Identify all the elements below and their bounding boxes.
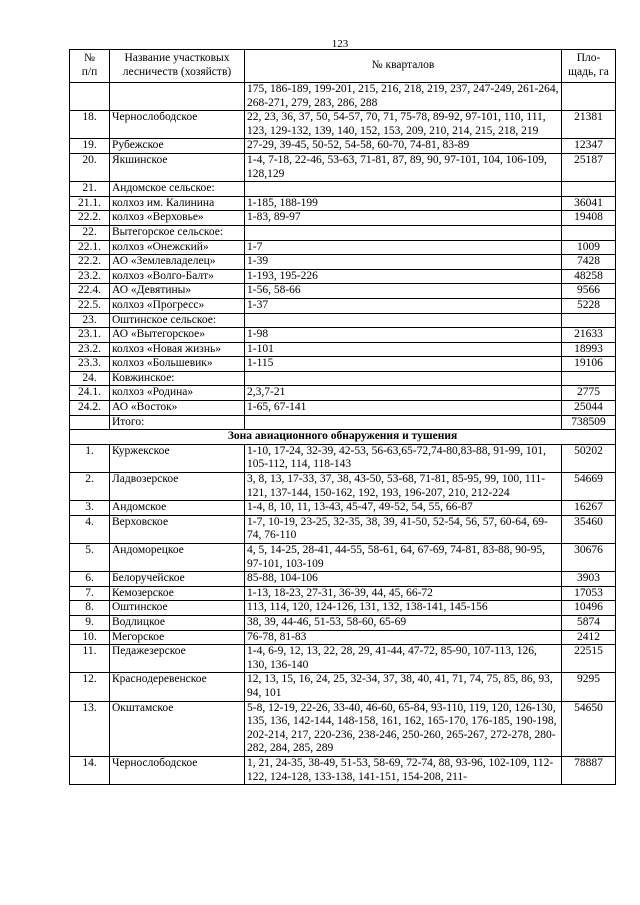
zone-title-row [70, 430, 616, 445]
district-name: колхоз им. Калинина [110, 196, 245, 211]
area-value: 50202 [562, 444, 616, 472]
quarter-list [245, 225, 562, 240]
table-row [70, 328, 616, 343]
area-value: 36041 [562, 196, 616, 211]
header-num: № п/п [70, 50, 110, 83]
table-row [70, 601, 616, 616]
area-value: 19106 [562, 357, 616, 372]
area-value: 30676 [562, 544, 616, 572]
area-value [562, 182, 616, 197]
row-number: 24. [70, 371, 110, 386]
quarter-list: 3, 8, 13, 17-33, 37, 38, 43-50, 53-68, 71-81, 85-95, 99, 100, 111-121, 137-144, 150-162, 192, 193, 196-207, 210, 212-224 [245, 473, 562, 501]
quarter-list: 1-98 [245, 328, 562, 343]
area-value: 2775 [562, 386, 616, 401]
row-number: 1. [70, 444, 110, 472]
header-name: Название участковых лесничеств (хозяйств) [110, 50, 245, 83]
forestry-table [69, 49, 616, 785]
quarter-list: 175, 186-189, 199-201, 215, 216, 218, 219, 237, 247-249, 261-264, 268-271, 279, 283, 286, 288 [245, 83, 562, 111]
table-row [70, 501, 616, 516]
zone-title: Зона авиационного обнаружения и тушения [70, 430, 616, 445]
area-value: 78887 [562, 756, 616, 784]
district-name: Куржекское [110, 444, 245, 472]
quarter-list: 1-83, 89-97 [245, 211, 562, 226]
district-name: колхоз «Верховье» [110, 211, 245, 226]
table-row [70, 111, 616, 139]
row-number: 2. [70, 473, 110, 501]
table-row [70, 83, 616, 111]
area-value: 12347 [562, 139, 616, 154]
area-value [562, 313, 616, 328]
row-number: 6. [70, 572, 110, 587]
area-value: 22515 [562, 645, 616, 673]
row-number: 24.1. [70, 386, 110, 401]
total-quarters [245, 415, 562, 430]
row-number: 23.1. [70, 328, 110, 343]
table-row [70, 342, 616, 357]
table-row [70, 284, 616, 299]
district-name: Кемозерское [110, 586, 245, 601]
row-number [70, 83, 110, 111]
area-value: 17053 [562, 586, 616, 601]
table-row [70, 298, 616, 313]
total-area: 738509 [562, 415, 616, 430]
district-name: Водлицкое [110, 615, 245, 630]
quarter-list: 1-4, 6-9, 12, 13, 22, 28, 29, 41-44, 47-72, 85-90, 107-113, 126, 130, 136-140 [245, 645, 562, 673]
quarter-list: 1-56, 58-66 [245, 284, 562, 299]
district-name: Окштамское [110, 701, 245, 756]
district-name: Белоручейское [110, 572, 245, 587]
area-value [562, 371, 616, 386]
quarter-list: 1-39 [245, 255, 562, 270]
table-row [70, 139, 616, 154]
table-row [70, 615, 616, 630]
district-name: колхоз «Прогресс» [110, 298, 245, 313]
district-name: Вытегорское сельское: [110, 225, 245, 240]
district-name: Андоморецкое [110, 544, 245, 572]
row-number: 23. [70, 313, 110, 328]
table-row [70, 313, 616, 328]
quarter-list: 113, 114, 120, 124-126, 131, 132, 138-141, 145-156 [245, 601, 562, 616]
area-value: 54669 [562, 473, 616, 501]
quarter-list: 2,3,7-21 [245, 386, 562, 401]
table-row [70, 701, 616, 756]
quarter-list [245, 313, 562, 328]
table-row [70, 544, 616, 572]
quarter-list: 1-185, 188-199 [245, 196, 562, 211]
district-name: Чернослободское [110, 111, 245, 139]
table-row [70, 255, 616, 270]
row-number: 12. [70, 673, 110, 701]
district-name: колхоз «Волго-Балт» [110, 269, 245, 284]
quarter-list: 1-115 [245, 357, 562, 372]
quarter-list: 1-37 [245, 298, 562, 313]
district-name: Педажезерское [110, 645, 245, 673]
row-number: 14. [70, 756, 110, 784]
table-row [70, 386, 616, 401]
total-num [70, 415, 110, 430]
quarter-list: 1-4, 7-18, 22-46, 53-63, 71-81, 87, 89, 90, 97-101, 104, 106-109, 128,129 [245, 153, 562, 181]
row-number: 23.3. [70, 357, 110, 372]
district-name: Верховское [110, 515, 245, 543]
area-value: 21381 [562, 111, 616, 139]
quarter-list: 22, 23, 36, 37, 50, 54-57, 70, 71, 75-78, 89-92, 97-101, 110, 111, 123, 129-132, 139, 140, 152, 153, 209, 210, 214, 215, 218, 219 [245, 111, 562, 139]
area-value: 7428 [562, 255, 616, 270]
district-name: АО «Восток» [110, 401, 245, 416]
quarter-list [245, 182, 562, 197]
area-value: 2412 [562, 630, 616, 645]
table-row [70, 515, 616, 543]
quarter-list: 76-78, 81-83 [245, 630, 562, 645]
quarter-list: 12, 13, 15, 16, 24, 25, 32-34, 37, 38, 40, 41, 71, 74, 75, 85, 86, 93, 94, 101 [245, 673, 562, 701]
table-row [70, 153, 616, 181]
area-value: 9566 [562, 284, 616, 299]
row-number: 22.2. [70, 211, 110, 226]
table-row [70, 196, 616, 211]
district-name: Краснодеревенское [110, 673, 245, 701]
area-value: 21633 [562, 328, 616, 343]
district-name: Мегорское [110, 630, 245, 645]
row-number: 23.2. [70, 342, 110, 357]
row-number: 13. [70, 701, 110, 756]
quarter-list: 1-193, 195-226 [245, 269, 562, 284]
table-row [70, 401, 616, 416]
row-number: 3. [70, 501, 110, 516]
district-name: Рубежское [110, 139, 245, 154]
district-name: АО «Вытегорское» [110, 328, 245, 343]
row-number: 5. [70, 544, 110, 572]
area-value: 48258 [562, 269, 616, 284]
header-row [70, 50, 616, 83]
row-number: 7. [70, 586, 110, 601]
row-number: 24.2. [70, 401, 110, 416]
row-number: 21. [70, 182, 110, 197]
row-number: 22.4. [70, 284, 110, 299]
district-name: Ладвозерское [110, 473, 245, 501]
quarter-list [245, 371, 562, 386]
quarter-list: 1-13, 18-23, 27-31, 36-39, 44, 45, 66-72 [245, 586, 562, 601]
table-row [70, 756, 616, 784]
quarter-list: 5-8, 12-19, 22-26, 33-40, 46-60, 65-84, 93-110, 119, 120, 126-130, 135, 136, 142-144, 148-158, 161, 162, 165-170, 176-185, 190-198, 202-214, 217, 220-236, 238-246, 250-260, 265-267, 272-278, 280-282, 284, 285, 289 [245, 701, 562, 756]
table-body [70, 83, 616, 785]
table-row [70, 473, 616, 501]
district-name: Андомское сельское: [110, 182, 245, 197]
row-number: 23.2. [70, 269, 110, 284]
row-number: 22. [70, 225, 110, 240]
district-name: Оштинское [110, 601, 245, 616]
table-row [70, 673, 616, 701]
area-value: 18993 [562, 342, 616, 357]
area-value: 1009 [562, 240, 616, 255]
row-number: 11. [70, 645, 110, 673]
district-name: Чернослободское [110, 756, 245, 784]
area-value: 35460 [562, 515, 616, 543]
district-name: АО «Девятины» [110, 284, 245, 299]
quarter-list: 1-65, 67-141 [245, 401, 562, 416]
district-name: колхоз «Большевик» [110, 357, 245, 372]
table-row [70, 240, 616, 255]
table-row [70, 586, 616, 601]
quarter-list: 38, 39, 44-46, 51-53, 58-60, 65-69 [245, 615, 562, 630]
district-name: АО «Землевладелец» [110, 255, 245, 270]
table-row [70, 225, 616, 240]
quarter-list: 1, 21, 24-35, 38-49, 51-53, 58-69, 72-74, 88, 93-96, 102-109, 112-122, 124-128, 133-138, 141-151, 154-208, 211- [245, 756, 562, 784]
area-value: 9295 [562, 673, 616, 701]
page-number: 123 [331, 38, 349, 50]
table-row [70, 444, 616, 472]
row-number: 20. [70, 153, 110, 181]
quarter-list: 4, 5, 14-25, 28-41, 44-55, 58-61, 64, 67-69, 74-81, 83-88, 90-95, 97-101, 103-109 [245, 544, 562, 572]
table-row [70, 371, 616, 386]
district-name: Андомское [110, 501, 245, 516]
quarter-list: 1-7 [245, 240, 562, 255]
header-area: Пло- щадь, га [562, 50, 616, 83]
table-row [70, 645, 616, 673]
row-number: 21.1. [70, 196, 110, 211]
quarter-list: 1-7, 10-19, 23-25, 32-35, 38, 39, 41-50, 52-54, 56, 57, 60-64, 69-74, 76-110 [245, 515, 562, 543]
district-name: колхоз «Родина» [110, 386, 245, 401]
area-value: 19408 [562, 211, 616, 226]
area-value: 25044 [562, 401, 616, 416]
row-number: 4. [70, 515, 110, 543]
area-value: 5228 [562, 298, 616, 313]
table-row [70, 572, 616, 587]
district-name: Якшинское [110, 153, 245, 181]
area-value: 16267 [562, 501, 616, 516]
row-number: 10. [70, 630, 110, 645]
area-value [562, 225, 616, 240]
table-row [70, 630, 616, 645]
area-value: 54650 [562, 701, 616, 756]
header-quarters: № кварталов [245, 50, 562, 83]
district-name: колхоз «Новая жизнь» [110, 342, 245, 357]
area-value [562, 83, 616, 111]
district-name: Ковжинское: [110, 371, 245, 386]
quarter-list: 27-29, 39-45, 50-52, 54-58, 60-70, 74-81, 83-89 [245, 139, 562, 154]
district-name [110, 83, 245, 111]
total-row [70, 415, 616, 430]
table-row [70, 357, 616, 372]
district-name: колхоз «Онежский» [110, 240, 245, 255]
table-row [70, 182, 616, 197]
area-value: 10496 [562, 601, 616, 616]
row-number: 22.2. [70, 255, 110, 270]
row-number: 8. [70, 601, 110, 616]
row-number: 18. [70, 111, 110, 139]
row-number: 9. [70, 615, 110, 630]
district-name: Оштинское сельское: [110, 313, 245, 328]
quarter-list: 1-4, 8, 10, 11, 13-43, 45-47, 49-52, 54, 55, 66-87 [245, 501, 562, 516]
row-number: 22.1. [70, 240, 110, 255]
area-value: 3903 [562, 572, 616, 587]
total-label: Итого: [110, 415, 245, 430]
quarter-list: 85-88, 104-106 [245, 572, 562, 587]
row-number: 19. [70, 139, 110, 154]
table-row [70, 269, 616, 284]
quarter-list: 1-101 [245, 342, 562, 357]
table-row [70, 211, 616, 226]
area-value: 25187 [562, 153, 616, 181]
row-number: 22.5. [70, 298, 110, 313]
area-value: 5874 [562, 615, 616, 630]
quarter-list: 1-10, 17-24, 32-39, 42-53, 56-63,65-72,74-80,83-88, 91-99, 101, 105-112, 114, 118-143 [245, 444, 562, 472]
